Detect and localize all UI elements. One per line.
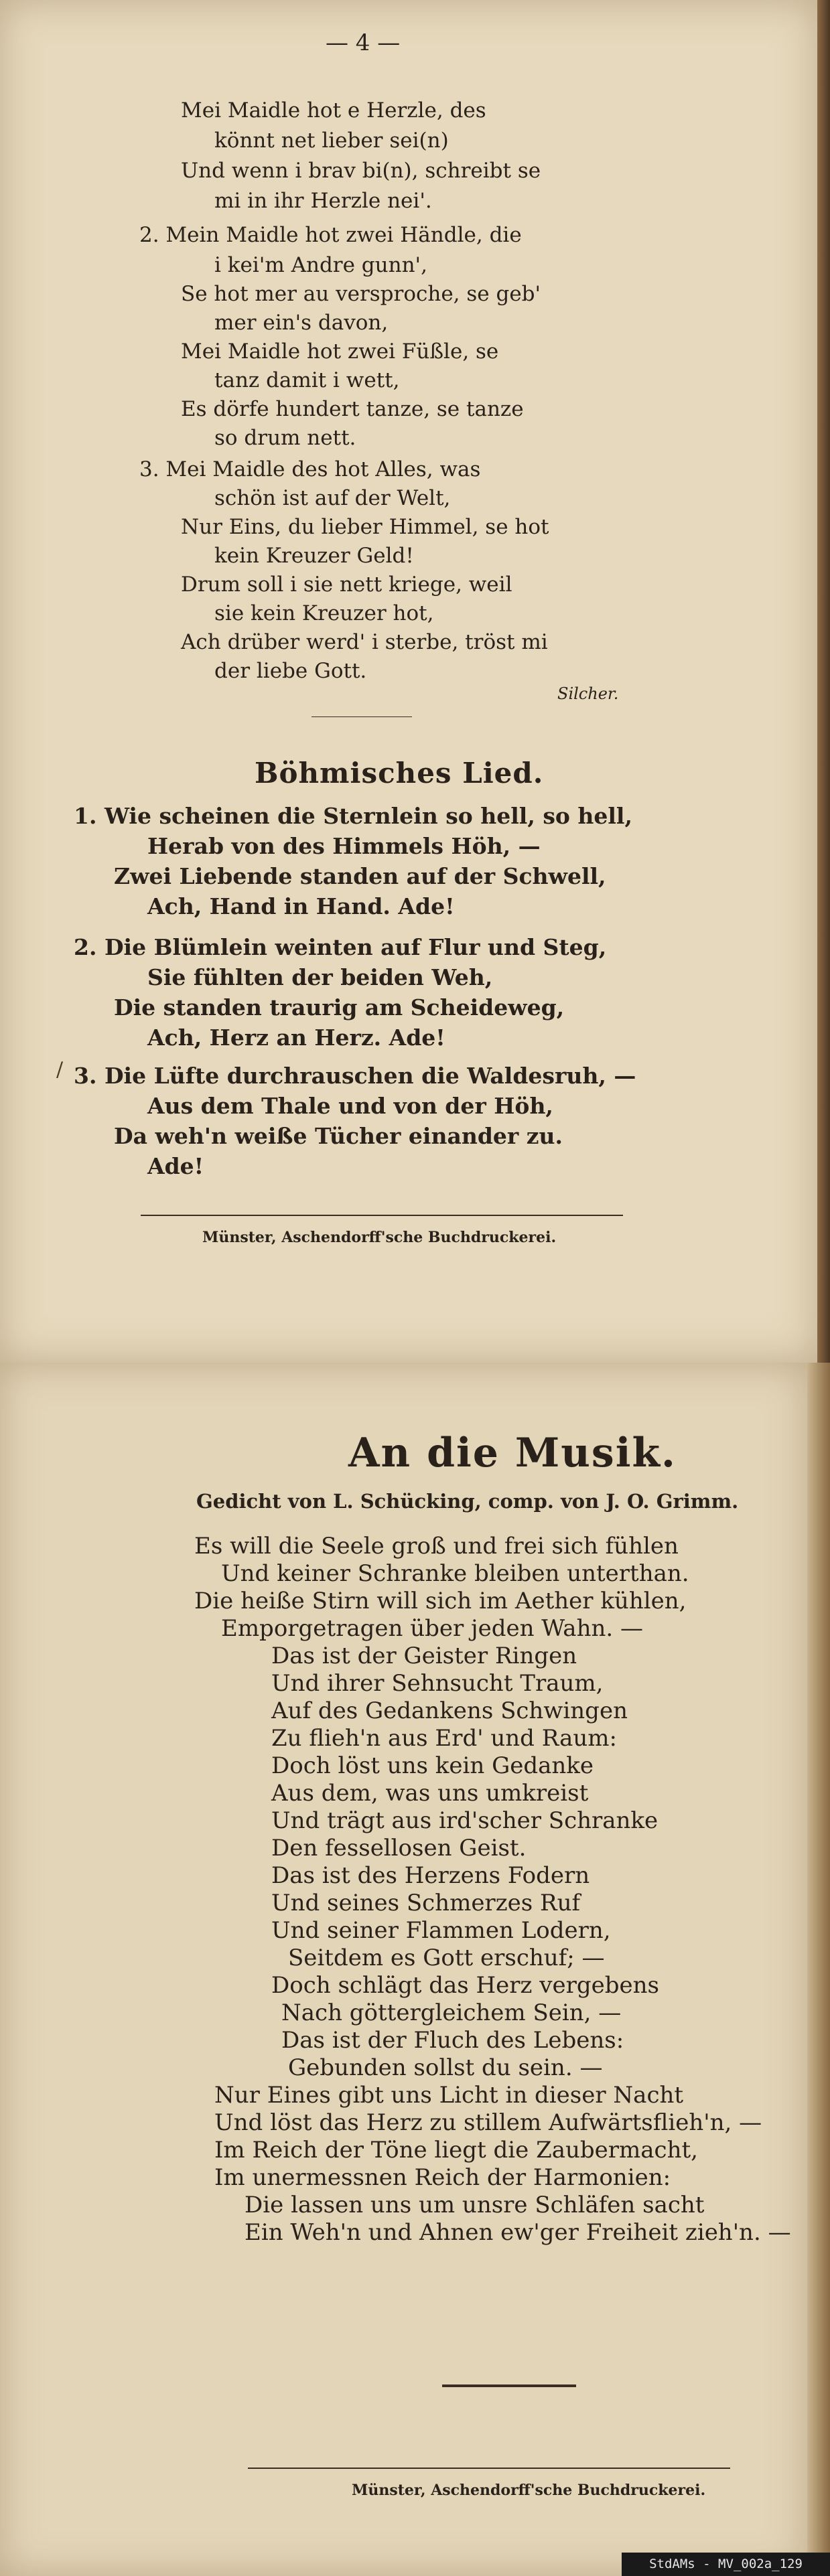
song3-line: Nur Eines gibt uns Licht in dieser Nacht (214, 2082, 684, 2109)
song3-line: Zu flieh'n aus Erd' und Raum: (271, 1725, 617, 1752)
song2-verse2-line: Ach, Herz an Herz. Ade! (147, 1025, 445, 1051)
song3-line: Nach göttergleichem Sein, — (281, 1999, 622, 2026)
song3-line: Emporgetragen über jeden Wahn. — (221, 1615, 643, 1642)
song3-line: Gebunden sollst du sein. — (288, 2054, 603, 2081)
song3-line: Und seines Schmerzes Ruf (271, 1890, 581, 1916)
song1-verse2-line: tanz damit i wett, (214, 368, 400, 392)
printer-rule-bottom (248, 2468, 730, 2469)
song2-verse3-line: Aus dem Thale und von der Höh, (147, 1093, 553, 1119)
song3-line: Doch schlägt das Herz vergebens (271, 1972, 659, 1999)
song3-line: Die heiße Stirn will sich im Aether kühlen, (194, 1588, 687, 1614)
song1-verse2-line: Se hot mer au versproche, se geb' (181, 282, 541, 306)
archive-stamp: StdAMs - MV_002a_129 (622, 2553, 830, 2576)
song3-line: Es will die Seele groß und frei sich fühlen (194, 1533, 679, 1560)
song1-verse3-line: Nur Eins, du lieber Himmel, se hot (181, 515, 549, 539)
song2-verse2-line: Sie fühlten der beiden Weh, (147, 964, 493, 990)
song3-title: An die Musik. (348, 1430, 677, 1476)
song3-line: Im unermessnen Reich der Harmonien: (214, 2164, 671, 2191)
song1-verse2-line: mer ein's davon, (214, 311, 389, 335)
song3-line: Und ihrer Sehnsucht Traum, (271, 1670, 604, 1697)
pencil-mark-icon: / (56, 1058, 64, 1081)
song3-line: Doch löst uns kein Gedanke (271, 1752, 594, 1779)
section-divider (312, 716, 412, 717)
printer-imprint-bottom: Münster, Aschendorff'sche Buchdruckerei. (352, 2482, 706, 2499)
song1-verse3-line: Drum soll i sie nett kriege, weil (181, 573, 512, 597)
song2-verse2-line: 2. Die Blümlein weinten auf Flur und Steg, (74, 934, 607, 960)
song1-verse2-line: 2. Mein Maidle hot zwei Händle, die (139, 223, 522, 247)
page-edge (817, 0, 830, 1363)
song1-verse2-line: so drum nett. (214, 426, 356, 450)
song1-verse3-line: 3. Mei Maidle des hot Alles, was (139, 457, 481, 481)
song1-line: könnt net lieber sei(n) (214, 129, 449, 153)
song3-line: Seitdem es Gott erschuf; — (288, 1945, 605, 1971)
printer-rule-top (141, 1215, 623, 1216)
song3-line: Und trägt aus ird'scher Schranke (271, 1807, 659, 1834)
page-number: — 4 — (326, 29, 401, 56)
song3-line: Das ist des Herzens Fodern (271, 1862, 590, 1889)
song1-verse3-line: sie kein Kreuzer hot, (214, 601, 434, 625)
song1-line: mi in ihr Herzle nei'. (214, 189, 432, 213)
page-edge (807, 1363, 830, 2576)
song3-line: Aus dem, was uns umkreist (271, 1780, 589, 1807)
song1-verse3-line: schön ist auf der Welt, (214, 486, 451, 510)
song3-line: Und löst das Herz zu stillem Aufwärtsflieh'n, — (214, 2109, 762, 2136)
song3-subtitle: Gedicht von L. Schücking, comp. von J. O. Grimm. (196, 1490, 739, 1513)
closing-rule (442, 2384, 576, 2387)
song2-verse1-line: Ach, Hand in Hand. Ade! (147, 893, 455, 919)
song2-verse3-line: 3. Die Lüfte durchrauschen die Waldesruh, — (74, 1063, 636, 1089)
song2-verse3-line: Ade! (147, 1153, 204, 1179)
song3-line: Im Reich der Töne liegt die Zaubermacht, (214, 2137, 698, 2164)
song3-line: Ein Weh'n und Ahnen ew'ger Freiheit zieh'n. — (245, 2219, 791, 2246)
song3-line: Und seiner Flammen Lodern, (271, 1917, 611, 1944)
song1-verse2-line: Mei Maidle hot zwei Füßle, se (181, 339, 499, 364)
song1-verse3-line: kein Kreuzer Geld! (214, 544, 414, 568)
song2-verse2-line: Die standen traurig am Scheideweg, (114, 994, 565, 1020)
song1-line: Und wenn i brav bi(n), schreibt se (181, 159, 541, 183)
song1-verse2-line: i kei'm Andre gunn', (214, 253, 427, 277)
song2-verse1-line: Zwei Liebende standen auf der Schwell, (114, 863, 606, 889)
song3-line: Auf des Gedankens Schwingen (271, 1697, 628, 1724)
song1-verse2-line: Es dörfe hundert tanze, se tanze (181, 397, 524, 421)
song3-line: Den fessellosen Geist. (271, 1835, 527, 1862)
song3-line: Die lassen uns um unsre Schläfen sacht (245, 2192, 705, 2218)
song2-verse1-line: 1. Wie scheinen die Sternlein so hell, so hell, (74, 803, 632, 829)
song1-line: Mei Maidle hot e Herzle, des (181, 98, 486, 123)
song2-verse3-line: Da weh'n weiße Tücher einander zu. (114, 1123, 563, 1149)
printer-imprint-top: Münster, Aschendorff'sche Buchdruckerei. (202, 1229, 557, 1246)
song3-line: Das ist der Fluch des Lebens: (281, 2027, 624, 2054)
song2-title: Böhmisches Lied. (255, 757, 544, 789)
song1-verse3-line: der liebe Gott. (214, 659, 367, 683)
song2-verse1-line: Herab von des Himmels Höh, — (147, 833, 541, 859)
song1-verse3-line: Ach drüber werd' i sterbe, tröst mi (181, 630, 548, 654)
song1-composer: Silcher. (557, 684, 619, 703)
song3-line: Das ist der Geister Ringen (271, 1643, 577, 1669)
song3-line: Und keiner Schranke bleiben unterthan. (221, 1560, 689, 1587)
